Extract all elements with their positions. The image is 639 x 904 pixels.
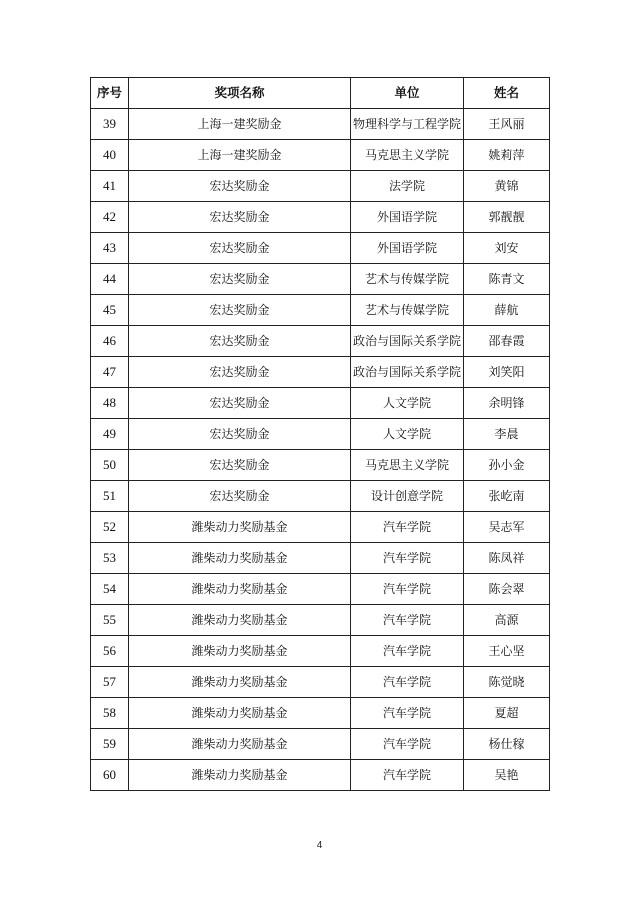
cell-no: 46 [91,326,129,357]
cell-name: 张屹南 [464,481,550,512]
cell-no: 44 [91,264,129,295]
table-row [91,295,550,326]
header-row [91,78,550,109]
cell-no: 48 [91,388,129,419]
cell-unit: 人文学院 [351,419,464,450]
cell-no: 60 [91,760,129,791]
cell-name: 黄锦 [464,171,550,202]
table-row [91,481,550,512]
cell-no: 56 [91,636,129,667]
cell-award: 上海一建奖励金 [129,109,351,140]
cell-name: 陈会翠 [464,574,550,605]
table-row [91,760,550,791]
cell-no: 59 [91,729,129,760]
cell-unit: 汽车学院 [351,574,464,605]
table-row [91,388,550,419]
table-row [91,574,550,605]
cell-no: 58 [91,698,129,729]
cell-award: 上海一建奖励金 [129,140,351,171]
cell-name: 王心坚 [464,636,550,667]
cell-unit: 外国语学院 [351,202,464,233]
cell-award: 宏达奖励金 [129,481,351,512]
cell-unit: 物理科学与工程学院 [351,109,464,140]
table-row [91,171,550,202]
cell-award: 潍柴动力奖励基金 [129,574,351,605]
cell-no: 40 [91,140,129,171]
cell-award: 宏达奖励金 [129,450,351,481]
table-row [91,419,550,450]
cell-no: 55 [91,605,129,636]
cell-unit: 汽车学院 [351,512,464,543]
cell-unit: 马克思主义学院 [351,140,464,171]
cell-no: 49 [91,419,129,450]
cell-no: 42 [91,202,129,233]
cell-name: 李晨 [464,419,550,450]
table-row [91,605,550,636]
cell-unit: 政治与国际关系学院 [351,357,464,388]
cell-award: 宏达奖励金 [129,264,351,295]
table-header [91,78,550,109]
table-body [91,109,550,791]
cell-award: 潍柴动力奖励基金 [129,543,351,574]
cell-name: 孙小金 [464,450,550,481]
cell-award: 宏达奖励金 [129,202,351,233]
cell-unit: 汽车学院 [351,667,464,698]
cell-award: 宏达奖励金 [129,419,351,450]
cell-name: 刘笑阳 [464,357,550,388]
header-unit: 单位 [351,78,464,109]
cell-unit: 艺术与传媒学院 [351,264,464,295]
cell-unit: 汽车学院 [351,636,464,667]
table-row [91,140,550,171]
header-name: 姓名 [464,78,550,109]
cell-name: 陈青文 [464,264,550,295]
cell-name: 邵春霞 [464,326,550,357]
table-row [91,667,550,698]
cell-name: 夏超 [464,698,550,729]
table-row [91,450,550,481]
header-award: 奖项名称 [129,78,351,109]
cell-no: 52 [91,512,129,543]
cell-unit: 汽车学院 [351,698,464,729]
cell-name: 陈觉晓 [464,667,550,698]
cell-award: 宏达奖励金 [129,171,351,202]
cell-unit: 艺术与传媒学院 [351,295,464,326]
cell-no: 54 [91,574,129,605]
cell-no: 41 [91,171,129,202]
cell-unit: 汽车学院 [351,760,464,791]
cell-unit: 汽车学院 [351,605,464,636]
cell-award: 潍柴动力奖励基金 [129,636,351,667]
table-row [91,109,550,140]
cell-unit: 设计创意学院 [351,481,464,512]
cell-award: 宏达奖励金 [129,357,351,388]
cell-unit: 汽车学院 [351,729,464,760]
cell-name: 陈凤祥 [464,543,550,574]
table-row [91,512,550,543]
cell-no: 53 [91,543,129,574]
table-row [91,233,550,264]
table-row [91,202,550,233]
cell-unit: 马克思主义学院 [351,450,464,481]
award-table [90,77,550,791]
cell-name: 高源 [464,605,550,636]
table-row [91,326,550,357]
cell-award: 宏达奖励金 [129,233,351,264]
cell-award: 潍柴动力奖励基金 [129,667,351,698]
cell-unit: 汽车学院 [351,543,464,574]
page-number: 4 [316,840,323,851]
cell-unit: 政治与国际关系学院 [351,326,464,357]
cell-name: 杨仕稼 [464,729,550,760]
cell-name: 王风丽 [464,109,550,140]
cell-no: 43 [91,233,129,264]
table-row [91,636,550,667]
cell-name: 郭靓靓 [464,202,550,233]
cell-unit: 外国语学院 [351,233,464,264]
table-row [91,264,550,295]
cell-award: 潍柴动力奖励基金 [129,605,351,636]
cell-name: 姚莉萍 [464,140,550,171]
cell-no: 50 [91,450,129,481]
cell-unit: 人文学院 [351,388,464,419]
cell-no: 57 [91,667,129,698]
table-row [91,698,550,729]
cell-no: 39 [91,109,129,140]
cell-name: 余明锋 [464,388,550,419]
cell-award: 潍柴动力奖励基金 [129,760,351,791]
table-row [91,729,550,760]
cell-name: 刘安 [464,233,550,264]
cell-no: 45 [91,295,129,326]
cell-award: 潍柴动力奖励基金 [129,698,351,729]
cell-unit: 法学院 [351,171,464,202]
table-row [91,543,550,574]
cell-no: 47 [91,357,129,388]
header-no: 序号 [91,78,129,109]
cell-award: 宏达奖励金 [129,388,351,419]
cell-award: 潍柴动力奖励基金 [129,512,351,543]
cell-name: 薛航 [464,295,550,326]
cell-award: 潍柴动力奖励基金 [129,729,351,760]
cell-name: 吴艳 [464,760,550,791]
cell-award: 宏达奖励金 [129,295,351,326]
cell-award: 宏达奖励金 [129,326,351,357]
cell-no: 51 [91,481,129,512]
cell-name: 吴志军 [464,512,550,543]
table-row [91,357,550,388]
